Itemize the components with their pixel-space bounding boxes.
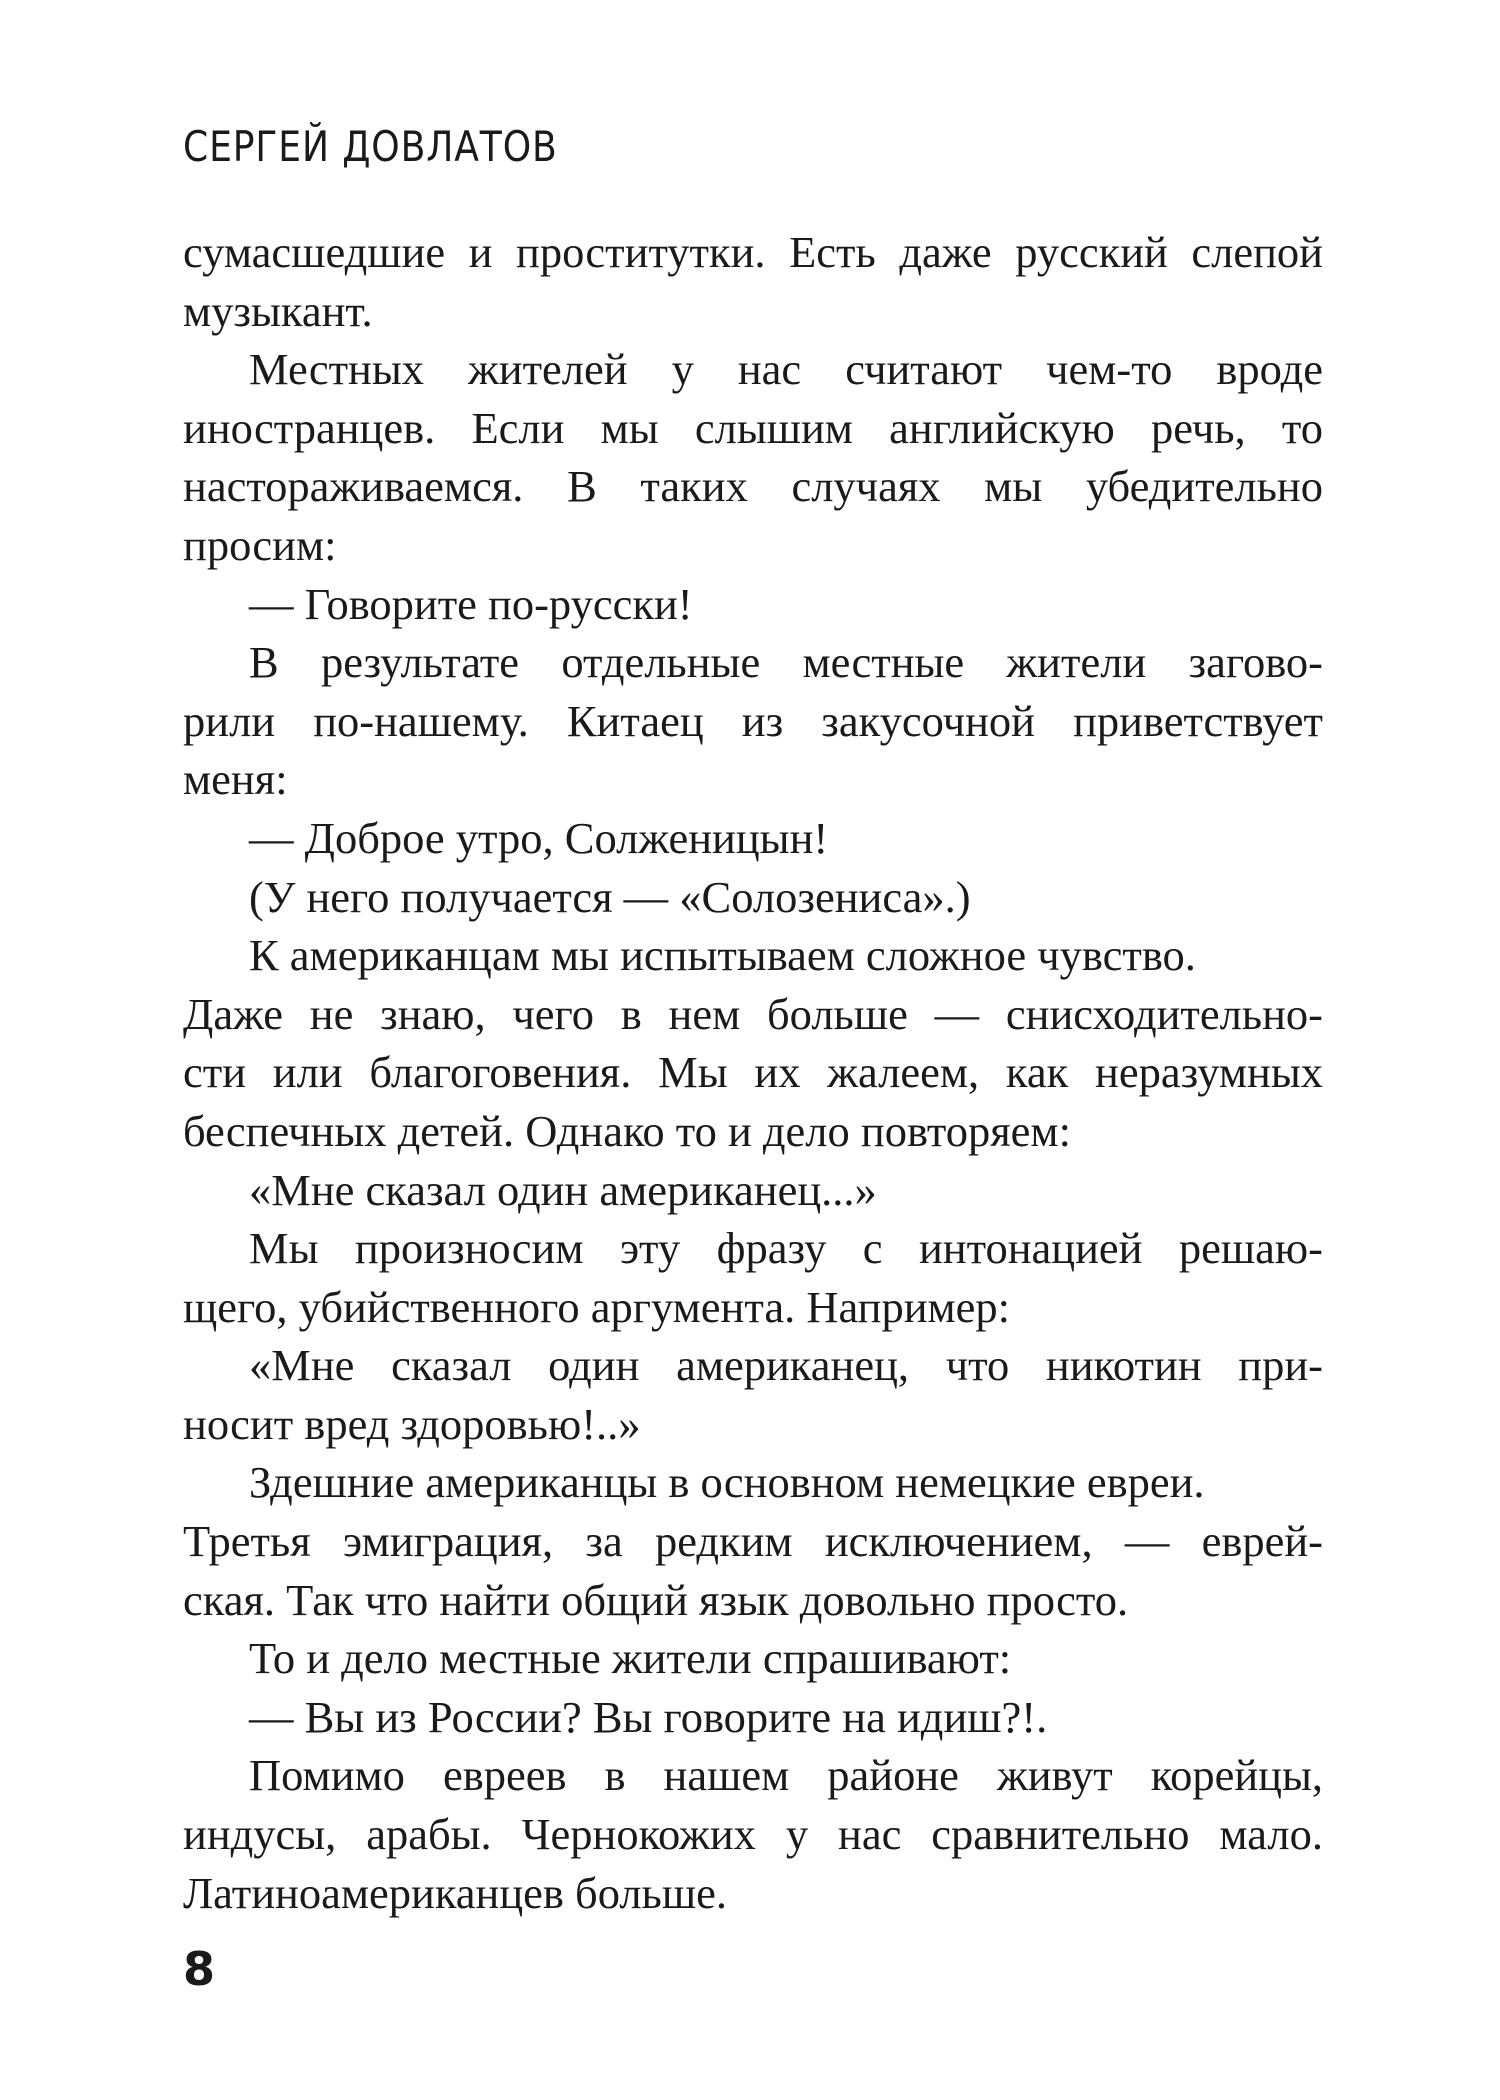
text-line: К американцам мы испытываем сложное чувство.	[249, 930, 1196, 981]
text-line: сумасшедшие и проститутки. Есть даже русский слепой	[183, 227, 1323, 277]
text-line: сти или благоговения. Мы их жалеем, как неразумных	[183, 1047, 1323, 1098]
text-line: Латиноамериканцев больше.	[183, 1867, 727, 1918]
text-line: щего, убийственного аргумента. Например:	[183, 1281, 1011, 1332]
text-line: — Доброе утро, Солженицын!	[249, 812, 829, 863]
text-line: Помимо евреев в нашем районе живут корейцы,	[249, 1750, 1323, 1801]
text-line: То и дело местные жители спрашивают:	[249, 1633, 1012, 1684]
text-line: В результате отдельные местные жители загово-	[249, 637, 1323, 688]
running-head: СЕРГЕЙ ДОВЛАТОВ	[183, 122, 558, 171]
text-line: настораживаемся. В таких случаях мы убедительно	[183, 461, 1323, 512]
body-text	[183, 223, 1323, 1922]
text-line: Мы произносим эту фразу с интонацией решаю-	[249, 1223, 1323, 1274]
page-number: 8	[183, 1942, 216, 1996]
text-line: Третья эмиграция, за редким исключением, — еврей-	[183, 1516, 1323, 1567]
text-line: индусы, арабы. Чернокожих у нас сравнительно мало.	[183, 1809, 1323, 1860]
text-line: музыкант.	[183, 285, 373, 336]
text-line: «Мне сказал один американец...»	[249, 1164, 877, 1215]
text-line: — Говорите по-русски!	[249, 578, 693, 629]
text-line: просим:	[183, 519, 337, 570]
text-line: меня:	[183, 754, 288, 805]
text-line: — Вы из России? Вы говорите на идиш?!.	[249, 1691, 1048, 1742]
text-line: (У него получается — «Солозениса».)	[249, 871, 971, 922]
text-line: Местных жителей у нас считают чем-то вроде	[249, 344, 1323, 395]
text-line: иностранцев. Если мы слышим английскую речь, то	[183, 402, 1323, 453]
text-line: рили по-нашему. Китаец из закусочной приветствует	[183, 695, 1323, 746]
text-line: ская. Так что найти общий язык довольно просто.	[183, 1574, 1129, 1625]
text-line: «Мне сказал один американец, что никотин при-	[249, 1340, 1323, 1391]
text-line: Даже не знаю, чего в нем больше — снисходительно-	[183, 988, 1323, 1039]
text-line: носит вред здоровью!..»	[183, 1398, 641, 1449]
text-line: беспечных детей. Однако то и дело повторяем:	[183, 1105, 1071, 1156]
text-line: Здешние американцы в основном немецкие евреи.	[249, 1457, 1205, 1508]
